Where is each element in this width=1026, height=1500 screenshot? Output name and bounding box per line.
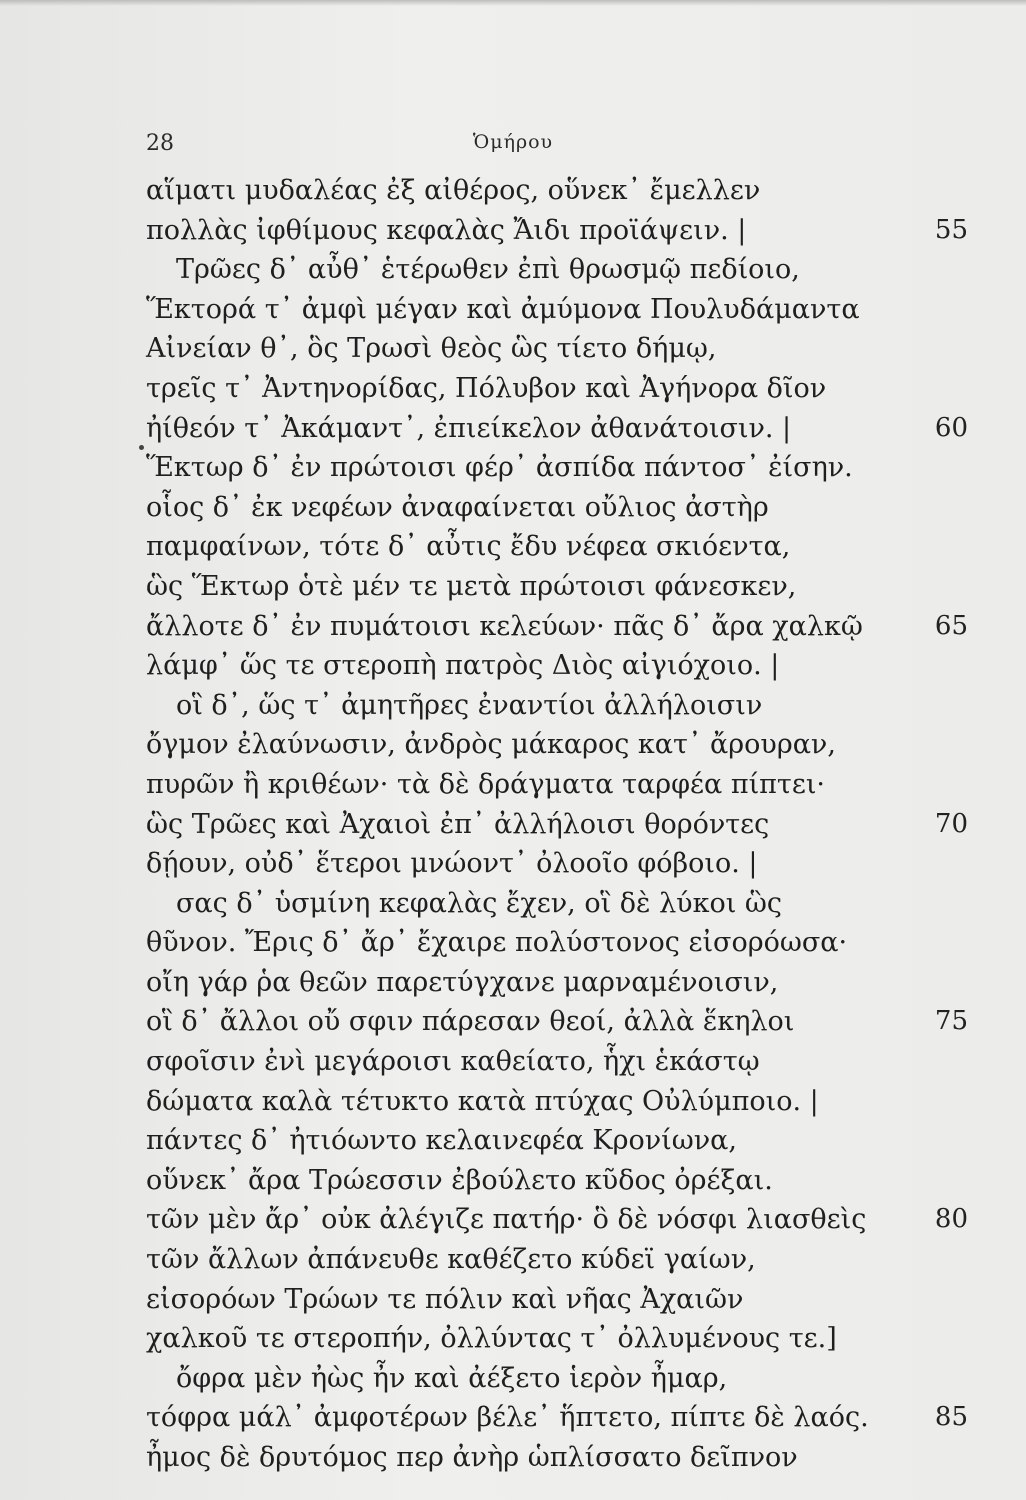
verse-text: αἵματι μυδαλέας ἐξ αἰθέρος, οὕνεκ᾽ ἔμελλεν: [146, 175, 761, 206]
line-number: 80: [934, 1204, 968, 1235]
verse-line: [146, 1042, 976, 1082]
verse-text: δώματα καλὰ τέτυκτο κατὰ πτύχας Οὐλύμποιο. |: [146, 1085, 819, 1117]
verse-line: [146, 171, 976, 211]
verse-text: πυρῶν ἢ κριθέων· τὰ δὲ δράγματα ταρφέα πίπτει·: [146, 768, 826, 800]
verse-line: [146, 527, 976, 567]
verse-text: πάντες δ᾽ ἠτιόωντο κελαινεφέα Κρονίωνα,: [146, 1125, 737, 1157]
verse-line: [146, 765, 976, 805]
verse-line: [146, 844, 976, 884]
verse-line: [146, 646, 976, 686]
verse-line: [146, 1319, 976, 1359]
verse-text: λάμφ᾽ ὥς τε στεροπὴ πατρὸς Διὸς αἰγιόχοιο. |: [146, 650, 780, 682]
verse-line: [146, 448, 976, 488]
verse-text: ὣς Τρῶες καὶ Ἀχαιοὶ ἐπ᾽ ἀλλήλοισι θορόντες: [146, 808, 770, 840]
verse-text: δῄουν, οὐδ᾽ ἕτεροι μνώοντ᾽ ὀλοοῖο φόβοιο. |: [146, 848, 758, 880]
verse-text: χαλκοῦ τε στεροπήν, ὀλλύντας τ᾽ ὀλλυμένους τε.]: [146, 1323, 837, 1355]
verse-line: [146, 567, 976, 607]
line-number: 55: [934, 214, 968, 245]
margin-mark: [139, 445, 144, 450]
verse-text: Τρῶες δ᾽ αὖθ᾽ ἑτέρωθεν ἐπὶ θρωσμῷ πεδίοιο,: [176, 254, 800, 286]
line-number: 65: [934, 610, 968, 641]
page-number: 28: [146, 131, 174, 156]
verse-text: ἄλλοτε δ᾽ ἐν πυμάτοισι κελεύων· πᾶς δ᾽ ἄρα χαλκῷ: [146, 610, 863, 642]
verse-text: οἷος δ᾽ ἐκ νεφέων ἀναφαίνεται οὔλιος ἀστὴρ: [146, 491, 769, 523]
verse-line: [146, 607, 976, 647]
verse-line: [146, 1359, 976, 1399]
verse-text: εἰσορόων Τρώων τε πόλιν καὶ νῆας Ἀχαιῶν: [146, 1283, 744, 1315]
verse-text: οἴη γάρ ῥα θεῶν παρετύγχανε μαρναμένοισιν,: [146, 966, 779, 998]
page-top-edge: [0, 0, 1026, 6]
verse-line: [146, 805, 976, 845]
verse-text: σας δ᾽ ὑσμίνη κεφαλὰς ἔχεν, οἳ δὲ λύκοι ὣς: [176, 887, 783, 919]
verse-line: [146, 1002, 976, 1042]
verse-line: [146, 409, 976, 449]
verse-line: [146, 884, 976, 924]
verse-line: [146, 923, 976, 963]
verse-text: παμφαίνων, τότε δ᾽ αὖτις ἔδυ νέφεα σκιόεντα,: [146, 531, 791, 563]
verse-block: [146, 171, 976, 1478]
verse-text: ὣς Ἕκτωρ ὁτὲ μέν τε μετὰ πρώτοισι φάνεσκεν,: [146, 570, 797, 602]
verse-line: [146, 963, 976, 1003]
verse-text: Αἰνείαν θ᾽, ὃς Τρωσὶ θεὸς ὣς τίετο δήμῳ,: [146, 333, 717, 365]
verse-line: [146, 1438, 976, 1478]
line-number: 60: [934, 412, 968, 443]
verse-line: [146, 250, 976, 290]
line-number: 70: [934, 808, 968, 839]
verse-line: [146, 1082, 976, 1122]
verse-text: Ἕκτορά τ᾽ ἀμφὶ μέγαν καὶ ἀμύμονα Πουλυδάμαντα: [146, 293, 860, 325]
verse-text: τῶν μὲν ἄρ᾽ οὐκ ἀλέγιζε πατήρ· ὃ δὲ νόσφι λιασθεὶς: [146, 1204, 867, 1236]
verse-text: πολλὰς ἰφθίμους κεφαλὰς Ἄιδι προϊάψειν. |: [146, 214, 747, 246]
verse-text: ἠίθεόν τ᾽ Ἀκάμαντ᾽, ἐπιείκελον ἀθανάτοισιν. |: [146, 412, 792, 444]
verse-text: ὄφρα μὲν ἠὼς ἦν καὶ ἀέξετο ἱερὸν ἦμαρ,: [176, 1362, 728, 1394]
verse-line: [146, 1280, 976, 1320]
verse-text: οἳ δ᾽, ὥς τ᾽ ἀμητῆρες ἐναντίοι ἀλλήλοισιν: [176, 689, 763, 721]
verse-line: [146, 211, 976, 251]
verse-line: [146, 686, 976, 726]
verse-text: τῶν ἄλλων ἀπάνευθε καθέζετο κύδεϊ γαίων,: [146, 1244, 756, 1276]
verse-text: τρεῖς τ᾽ Ἀντηνορίδας, Πόλυβον καὶ Ἀγήνορα δῖον: [146, 372, 827, 404]
verse-line: [146, 725, 976, 765]
line-number: 85: [934, 1402, 968, 1433]
verse-line: [146, 488, 976, 528]
verse-text: ὄγμον ἐλαύνωσιν, ἀνδρὸς μάκαρος κατ᾽ ἄρουραν,: [146, 729, 836, 761]
verse-text: σφοῖσιν ἐνὶ μεγάροισι καθείατο, ἧχι ἑκάστῳ: [146, 1046, 760, 1078]
verse-text: τόφρα μάλ᾽ ἀμφοτέρων βέλε᾽ ἥπτετο, πίπτε δὲ λαός.: [146, 1402, 869, 1434]
verse-line: [146, 369, 976, 409]
verse-line: [146, 329, 976, 369]
verse-line: [146, 1161, 976, 1201]
verse-line: [146, 290, 976, 330]
verse-text: θῦνον. Ἔρις δ᾽ ἄρ᾽ ἔχαιρε πολύστονος εἰσορόωσα·: [146, 927, 848, 959]
verse-line: [146, 1200, 976, 1240]
verse-text: οἳ δ᾽ ἄλλοι οὔ σφιν πάρεσαν θεοί, ἀλλὰ ἕκηλοι: [146, 1006, 795, 1038]
verse-line: [146, 1240, 976, 1280]
verse-line: [146, 1398, 976, 1438]
line-number: 75: [934, 1006, 968, 1037]
verse-text: Ἕκτωρ δ᾽ ἐν πρώτοισι φέρ᾽ ἀσπίδα πάντοσ᾽ ἐίσην.: [146, 452, 853, 484]
verse-text: ἦμος δὲ δρυτόμος περ ἀνὴρ ὡπλίσσατο δεῖπνον: [146, 1442, 798, 1473]
verse-line: [146, 1121, 976, 1161]
running-head: Ὁμήρου: [472, 131, 554, 153]
verse-text: οὕνεκ᾽ ἄρα Τρώεσσιν ἐβούλετο κῦδος ὀρέξαι.: [146, 1164, 773, 1196]
